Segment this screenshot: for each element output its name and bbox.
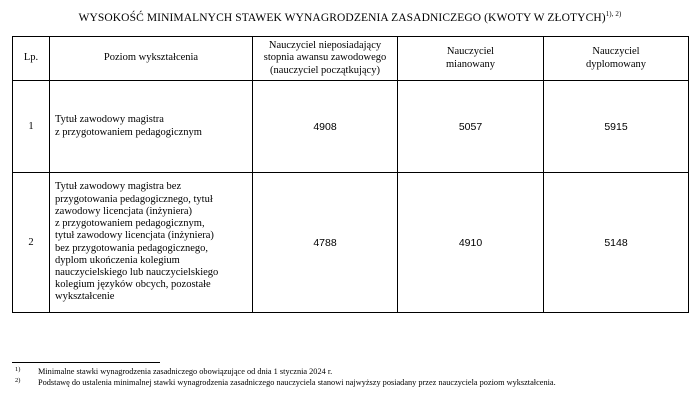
salary-appointed: 5057 (398, 81, 544, 173)
table-row (13, 173, 689, 313)
row-number: 1 (13, 81, 50, 173)
row-number: 2 (13, 173, 50, 313)
salary-beginner: 4908 (253, 81, 398, 173)
header-certified-teacher: Nauczyciel dyplomowany (544, 37, 689, 81)
header-beginner-teacher: Nauczyciel nieposiadający stopnia awansu zawodowego (nauczyciel początkujący) (253, 37, 398, 81)
footnote-item (12, 366, 692, 377)
table-header-row (13, 37, 689, 81)
footnote-mark: 1) (15, 366, 21, 373)
title-footnote-refs: 1), 2) (605, 10, 622, 18)
title-text: WYSOKOŚĆ MINIMALNYCH STAWEK WYNAGRODZENIA ZASADNICZEGO (KWOTY W ZŁOTYCH) (78, 11, 606, 24)
footnote-item (12, 377, 692, 388)
footnote-text: Podstawę do ustalenia minimalnej stawki wynagrodzenia zasadniczego nauczyciela stanowi najwyższy posiadany przez nauczyciela poziom wykształcenia. (38, 378, 556, 387)
document-title (0, 10, 700, 24)
header-education-level: Poziom wykształcenia (50, 37, 253, 81)
footnote-text: Minimalne stawki wynagrodzenia zasadniczego obowiązujące od dnia 1 stycznia 2024 r. (38, 367, 333, 376)
salary-certified: 5915 (544, 81, 689, 173)
salary-beginner: 4788 (253, 173, 398, 313)
header-lp: Lp. (13, 37, 50, 81)
table-row (13, 81, 689, 173)
footnote-mark: 2) (15, 377, 21, 384)
footnotes (12, 366, 692, 388)
salary-certified: 5148 (544, 173, 689, 313)
education-level-cell: Tytuł zawodowy magistra z przygotowaniem pedagogicznym (50, 81, 253, 173)
header-appointed-teacher: Nauczyciel mianowany (398, 37, 544, 81)
salary-appointed: 4910 (398, 173, 544, 313)
education-level-cell: Tytuł zawodowy magistra bez przygotowania pedagogicznego, tytuł zawodowy licencjata (inżyniera) z przygotowaniem pedagogicznym, tytuł zawodowy licencjata (inżyniera) bez przygotowania pedagogicznego, dyplom ukończenia kolegium nauczycielskiego lub nauczycielskiego kolegium języków obcych, pozostałe wykształcenie (50, 173, 253, 313)
footnote-divider (12, 362, 160, 363)
wage-table (12, 36, 689, 313)
